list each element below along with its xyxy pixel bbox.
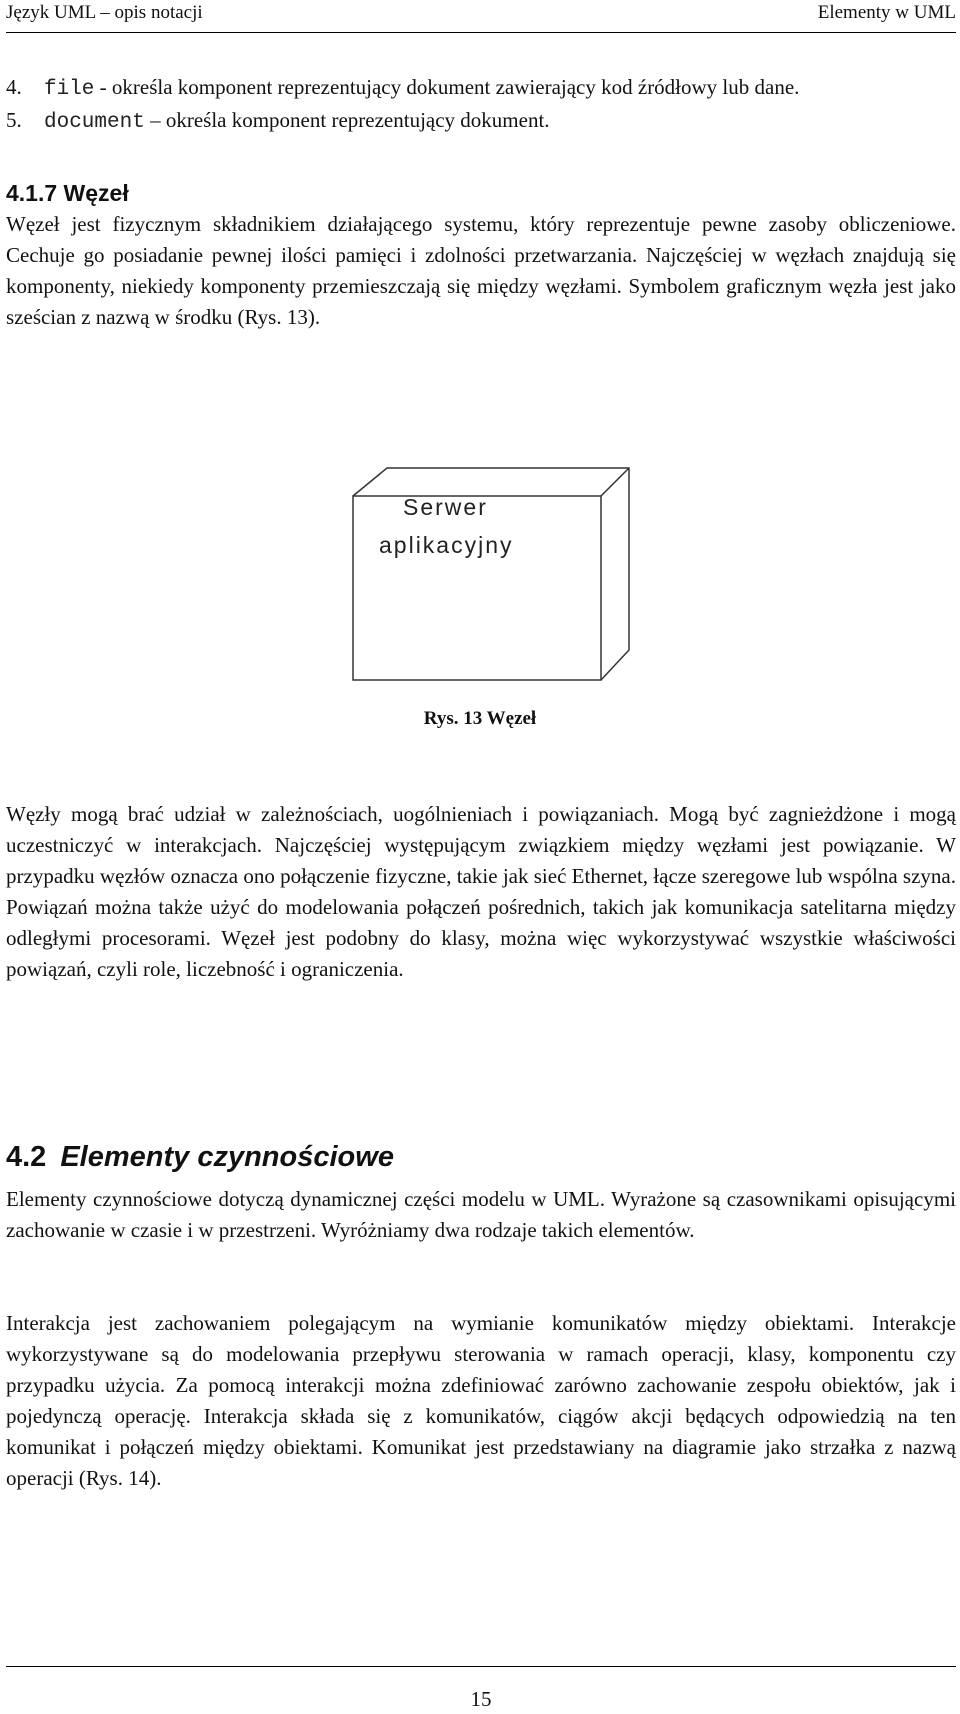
section-42-paragraph-1: Elementy czynnościowe dotyczą dynamicznej części modelu w UML. Wyrażone są czasownikami opisującymi zachowanie w czasie i w przestrzeni. Wyróżniamy dwa rodzaje takich elementów. [6,1187,956,1242]
section-title: Elementy czynnościowe [60,1141,394,1173]
list-item [6,72,956,105]
page-footer [6,1666,956,1711]
list-item-number: 4. [6,75,22,99]
header-title-left: Język UML – opis notacji [6,2,203,23]
section-471-paragraph: Węzeł jest fizycznym składnikiem działającego systemu, który reprezentuje pewne zasoby obliczeniowe. Cechuje go posiadanie pewnej ilości pamięci i zdolności przetwarzania. Najczęściej w węzłach znajdują się komponenty, niekiedy komponenty przemieszczają się między węzłami. Symbolem graficznym węzła jest jako sześcian z nazwą w środku (Rys. 13). [6,212,956,329]
page-body [6,72,956,333]
cube-back-edges [353,468,629,680]
list-item-code: file [44,78,95,101]
list-item [6,105,956,138]
list-item-text: – określa komponent reprezentujący dokument. [144,108,550,132]
node-label-line1: Serwer [403,494,488,520]
list-item-code: document [44,111,145,134]
section-number: 4.2 [6,1141,47,1173]
node-cube-drawing [345,466,635,682]
page-number: 15 [470,1687,492,1711]
item-list [6,72,956,138]
cube-top-edge [601,468,629,496]
cube-front-face [353,496,601,680]
section-42-paragraph-2: Interakcja jest zachowaniem polegającym na wymianie komunikatów między obiektami. Interakcje wykorzystywane są do modelowania przepływu sterowania w ramach operacji, klasy, komponentu czy przypadku użycia. Za pomocą interakcji można zdefiniować zarówno zachowanie zespołu obiektów, jak i pojedynczą operację. Interakcja składa się z komunikatów, ciągów akcji będących odpowiedzią na ten komunikat i połączeń między obiektami. Komunikat jest przedstawiany na diagramie jako strzałka z nazwą operacji (Rys. 14). [6,1311,956,1490]
header-title-right: Elementy w UML [817,2,956,23]
node-label-line2: aplikacyjny [379,532,514,558]
list-item-number: 5. [6,108,22,132]
list-item-text: - określa komponent reprezentujący dokument zawierający kod źródłowy lub dane. [94,75,800,99]
figure-caption: Rys. 13 Węzeł [423,708,537,729]
section-heading-471: 4.1.7 Węzeł [6,180,129,206]
page-header [6,0,956,33]
node-cube-figure [345,466,635,682]
section-heading-42 [6,1141,394,1174]
paragraph-after-figure: Węzły mogą brać udział w zależnościach, uogólnieniach i powiązaniach. Mogą być zagnieżdżone i mogą uczestniczyć w interakcjach. Najczęściej występującym związkiem między węzłami jest powiązanie. W przypadku węzłów oznacza ono połączenie fizyczne, takie jak sieć Ethernet, łącze szeregowe lub wspólna szyna. Powiązań można także użyć do modelowania połączeń pośrednich, takich jak komunikacja satelitarna między odległymi procesorami. Węzeł jest podobny do klasy, można więc wykorzystywać wszystkie właściwości powiązań, czyli role, liczebność i ograniczenia. [6,802,956,981]
